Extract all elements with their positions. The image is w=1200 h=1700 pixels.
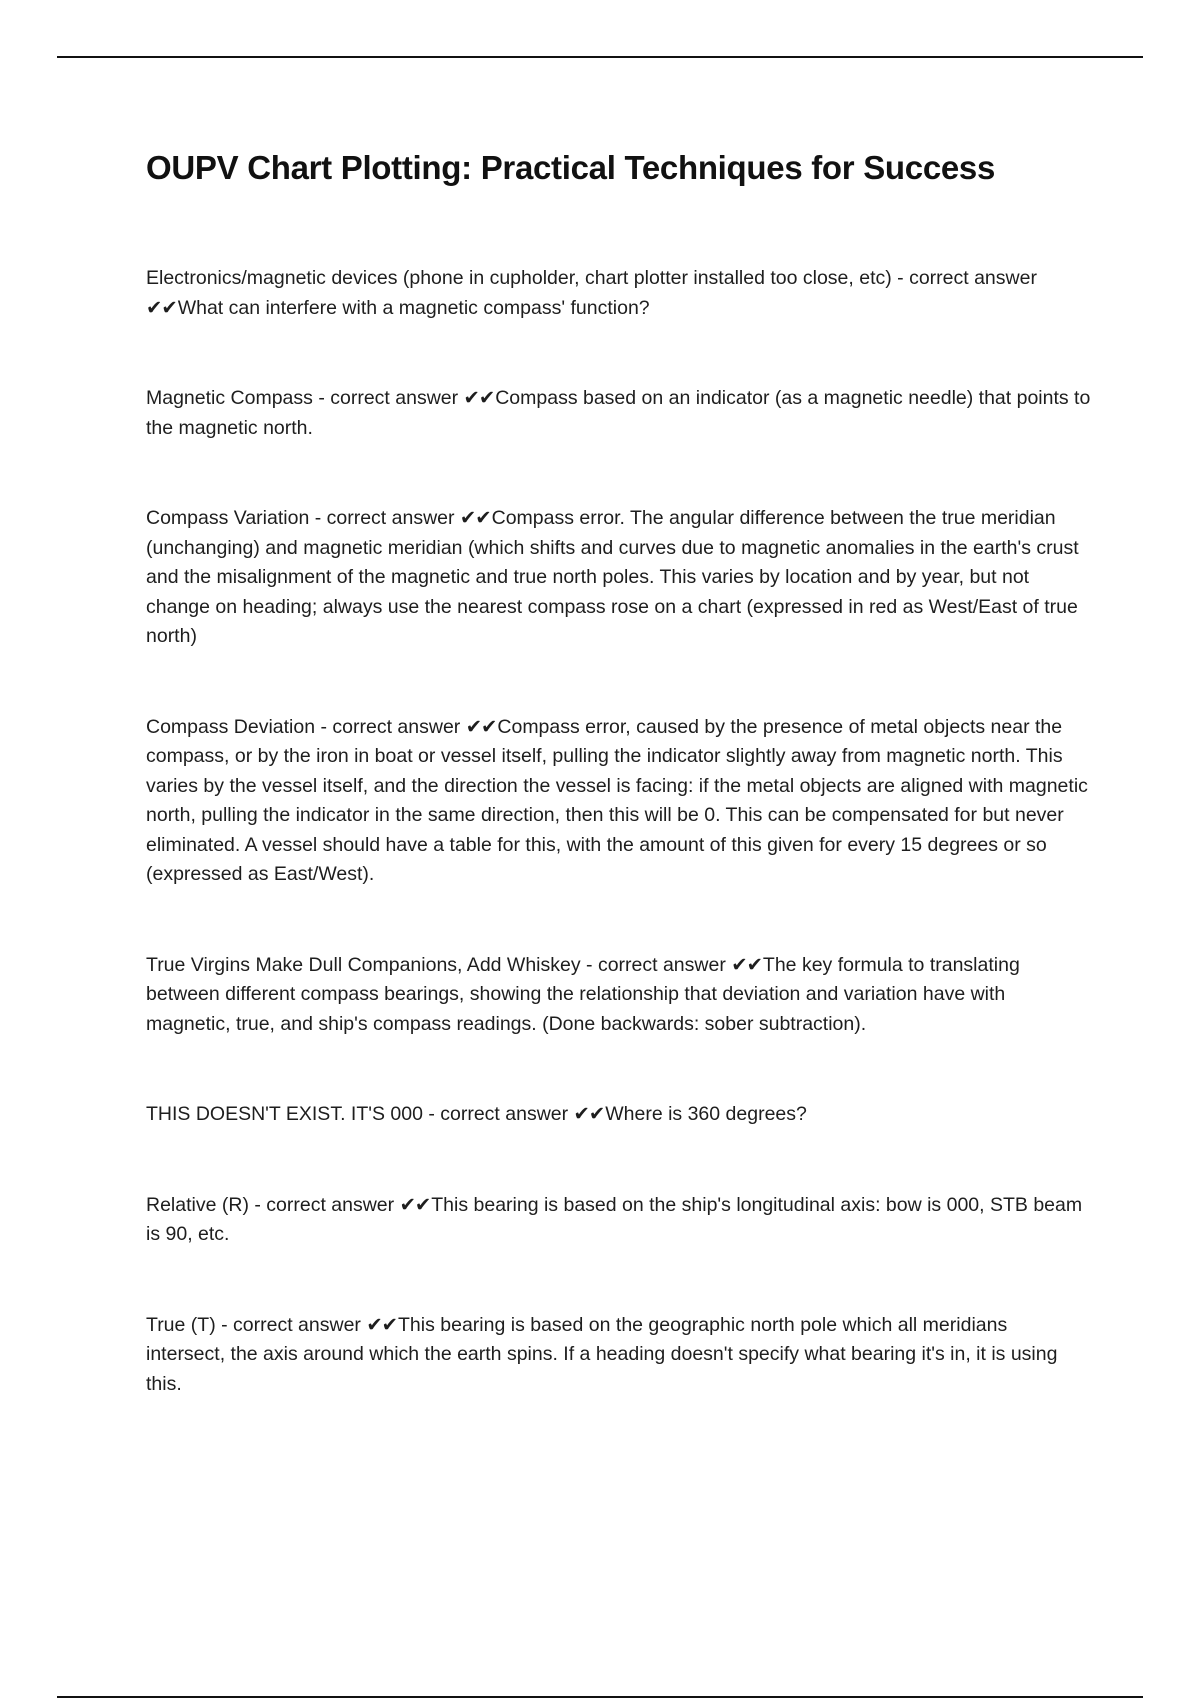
page-title: OUPV Chart Plotting: Practical Techniques for Success <box>146 149 996 186</box>
document-body <box>146 140 1091 1460</box>
entry-term: Electronics/magnetic devices (phone in cupholder, chart plotter installed too close, etc) <box>146 267 892 289</box>
qa-entry <box>146 951 1091 1040</box>
check-mark-icon: ✔✔ <box>366 1313 398 1336</box>
entry-term: Relative (R) <box>146 1193 249 1216</box>
entry-separator: - correct answer <box>312 387 464 409</box>
entry-answer: Where is 360 degrees? <box>605 1103 807 1125</box>
entry-answer: What can interfere with a magnetic compass' function? <box>177 296 650 319</box>
entry-answer: This bearing is based on the geographic north pole which all meridians intersect, the axis around which the earth spins. If a heading doesn't specify what bearing it's in, it is using this. <box>146 1313 1058 1395</box>
check-mark-icon: ✔✔ <box>731 953 762 976</box>
top-rule <box>57 56 1143 58</box>
qa-entry <box>146 1100 1091 1130</box>
entry-answer: Compass based on an indicator (as a magnetic needle) that points to the magnetic north. <box>146 387 1091 439</box>
entry-answer: The key formula to translating between different compass bearings, showing the relationship that deviation and variation have with magnetic, true, and ship's compass readings. (Done backwards: sober subtraction). <box>146 953 1020 1035</box>
check-mark-icon: ✔✔ <box>459 507 491 529</box>
entry-term: THIS DOESN'T EXIST. IT'S 000 <box>146 1103 423 1125</box>
entry-separator: - correct answer <box>215 1313 367 1336</box>
entry-term: Compass Variation <box>146 507 310 529</box>
check-mark-icon: ✔✔ <box>399 1193 431 1216</box>
entry-term: True (T) <box>146 1313 216 1336</box>
qa-entry <box>146 264 1091 323</box>
check-mark-icon: ✔✔ <box>465 715 497 738</box>
entry-separator: - correct answer <box>248 1193 400 1216</box>
entry-separator: - correct answer <box>309 507 460 529</box>
check-mark-icon: ✔✔ <box>146 296 177 319</box>
qa-entry <box>146 1191 1091 1250</box>
entry-term: Magnetic Compass <box>146 387 313 409</box>
entry-term: True Virgins Make Dull Companions, Add Whiskey <box>146 953 581 976</box>
qa-entry <box>146 504 1091 652</box>
entry-term: Compass Deviation <box>146 715 316 738</box>
qa-entry <box>146 384 1091 443</box>
entry-answer: Compass error. The angular difference between the true meridian (unchanging) and magnetic meridian (which shifts and curves due to magnetic anomalies in the earth's crust and the misalignment of the magnetic and true north poles. This varies by location and by year, but not change on heading; always use the nearest compass rose on a chart (expressed in red as West/East of true north) <box>146 507 1079 647</box>
entry-answer: This bearing is based on the ship's longitudinal axis: bow is 000, STB beam is 90, etc. <box>146 1193 1083 1245</box>
bottom-rule <box>57 1696 1143 1698</box>
qa-entry <box>146 713 1091 890</box>
entry-separator: - correct answer <box>580 953 732 976</box>
entry-answer: Compass error, caused by the presence of metal objects near the compass, or by the iron in boat or vessel itself, pulling the indicator slightly away from magnetic north. This varies by the vessel itself, and the direction the vessel is facing: if the metal objects are aligned with magnetic north, pulling the indicator in the same direction, then this will be 0. This can be compensated for but never eliminated. A vessel should have a table for this, with the amount of this given for every 15 degrees or so (expressed as East/West). <box>146 715 1088 885</box>
check-mark-icon: ✔✔ <box>463 387 495 409</box>
check-mark-icon: ✔✔ <box>573 1103 605 1125</box>
entry-separator: - correct answer <box>315 715 466 738</box>
qa-entry <box>146 1311 1091 1400</box>
entry-separator: - correct answer <box>422 1103 574 1125</box>
entry-separator: - correct answer <box>891 267 1037 289</box>
